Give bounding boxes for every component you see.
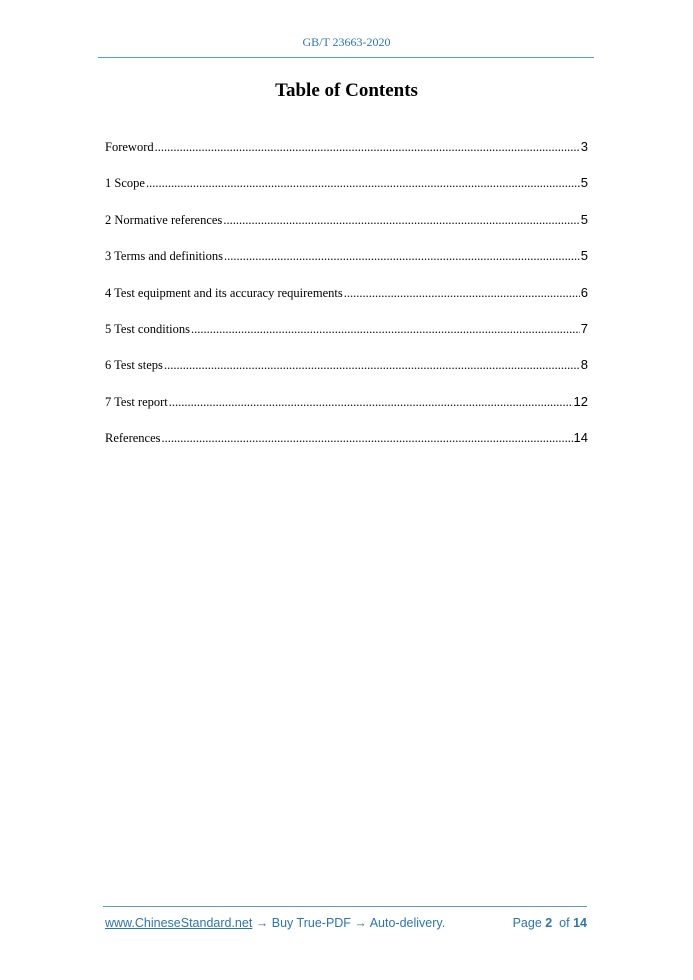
- toc-entry-title: 2 Normative references: [105, 212, 223, 227]
- toc-entry-page: 14: [573, 430, 588, 446]
- header-divider: [98, 57, 594, 58]
- toc-dot-leader: [223, 211, 579, 229]
- toc-entry-page: 5: [580, 175, 588, 191]
- toc-entry-title: 1 Scope: [105, 176, 145, 191]
- toc-entry-page: 12: [573, 393, 588, 409]
- page-of-label: of: [559, 916, 570, 930]
- toc-entry-title: 7 Test report: [105, 394, 168, 409]
- toc-entry-test-equipment[interactable]: [105, 284, 588, 320]
- toc-entry-page: 7: [580, 320, 588, 336]
- table-of-contents: [105, 138, 588, 466]
- toc-entry-page: 3: [580, 139, 588, 154]
- toc-dot-leader: [224, 247, 580, 265]
- toc-entry-foreword[interactable]: [105, 138, 588, 174]
- toc-entry-page: 6: [580, 284, 588, 300]
- toc-entry-terms-definitions[interactable]: [105, 247, 588, 283]
- toc-dot-leader: [169, 393, 573, 411]
- toc-entry-title: References: [105, 431, 161, 446]
- toc-dot-leader: [191, 320, 580, 338]
- toc-entry-scope[interactable]: [105, 174, 588, 210]
- current-page-number: 2: [545, 916, 553, 930]
- toc-entry-test-conditions[interactable]: [105, 320, 588, 356]
- toc-dot-leader: [155, 138, 580, 156]
- document-id-header: GB/T 23663-2020: [302, 35, 391, 49]
- total-page-count: 14: [573, 916, 587, 930]
- page-title: Table of Contents: [275, 80, 418, 101]
- toc-dot-leader: [164, 356, 580, 374]
- toc-entry-title: 3 Terms and definitions: [105, 249, 223, 264]
- toc-dot-leader: [146, 174, 580, 192]
- footer-promo: [105, 916, 445, 930]
- footer-promo-text: → Buy True-PDF → Auto-delivery.: [252, 916, 446, 930]
- footer-divider: [103, 906, 587, 907]
- toc-dot-leader: [162, 429, 573, 447]
- toc-entry-title: 5 Test conditions: [105, 321, 191, 336]
- toc-dot-leader: [344, 284, 580, 302]
- toc-entry-title: Foreword: [105, 140, 154, 154]
- toc-entry-normative-references[interactable]: [105, 211, 588, 247]
- page-footer: [105, 916, 587, 930]
- toc-entry-page: 5: [580, 211, 588, 227]
- toc-entry-title: 4 Test equipment and its accuracy requirements: [105, 285, 343, 300]
- website-link[interactable]: www.ChineseStandard.net: [105, 916, 253, 930]
- toc-entry-test-report[interactable]: [105, 393, 588, 429]
- toc-entry-page: 8: [580, 357, 588, 373]
- page-number: [513, 916, 587, 930]
- toc-entry-test-steps[interactable]: [105, 356, 588, 392]
- toc-entry-title: 6 Test steps: [105, 358, 163, 373]
- page-label: Page: [512, 916, 542, 930]
- toc-entry-page: 5: [580, 248, 588, 264]
- toc-entry-references[interactable]: [105, 429, 588, 465]
